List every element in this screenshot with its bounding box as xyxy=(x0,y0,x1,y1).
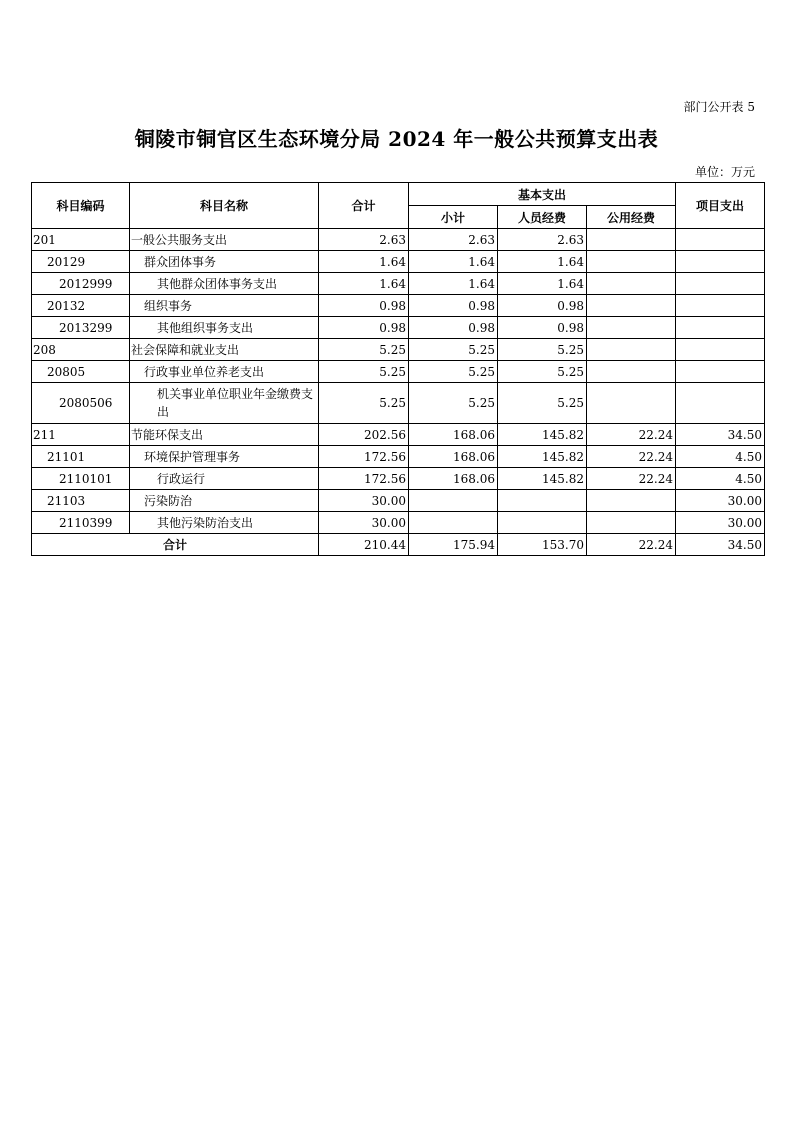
row-code: 21103 xyxy=(32,490,130,512)
table-row xyxy=(32,424,765,446)
row-total: 1.64 xyxy=(319,273,409,295)
row-name: 污染防治 xyxy=(130,490,319,512)
row-project xyxy=(676,361,765,383)
row-total: 0.98 xyxy=(319,317,409,339)
row-personnel: 0.98 xyxy=(498,317,587,339)
row-code: 20132 xyxy=(32,295,130,317)
row-public xyxy=(587,490,676,512)
row-code: 20129 xyxy=(32,251,130,273)
row-project xyxy=(676,273,765,295)
header-row-1 xyxy=(32,183,765,206)
row-name: 一般公共服务支出 xyxy=(130,229,319,251)
row-personnel: 5.25 xyxy=(498,361,587,383)
row-project: 30.00 xyxy=(676,512,765,534)
table-row xyxy=(32,383,765,424)
row-public xyxy=(587,251,676,273)
row-name: 其他群众团体事务支出 xyxy=(130,273,319,295)
row-personnel: 145.82 xyxy=(498,446,587,468)
row-personnel xyxy=(498,512,587,534)
row-name: 组织事务 xyxy=(130,295,319,317)
row-public: 22.24 xyxy=(587,424,676,446)
row-name: 其他污染防治支出 xyxy=(130,512,319,534)
row-subtotal: 168.06 xyxy=(409,468,498,490)
row-name: 群众团体事务 xyxy=(130,251,319,273)
row-public: 22.24 xyxy=(587,446,676,468)
total-label: 合计 xyxy=(32,534,319,556)
total-public: 22.24 xyxy=(587,534,676,556)
row-personnel: 1.64 xyxy=(498,251,587,273)
row-name: 社会保障和就业支出 xyxy=(130,339,319,361)
header-basic: 基本支出 xyxy=(409,183,676,206)
row-total: 172.56 xyxy=(319,446,409,468)
row-project xyxy=(676,251,765,273)
row-code: 21101 xyxy=(32,446,130,468)
table-row xyxy=(32,295,765,317)
row-project xyxy=(676,383,765,424)
row-public xyxy=(587,273,676,295)
row-total: 202.56 xyxy=(319,424,409,446)
row-code: 201 xyxy=(32,229,130,251)
unit-label: 单位：万元 xyxy=(694,165,755,179)
budget-table xyxy=(31,182,765,556)
row-total: 0.98 xyxy=(319,295,409,317)
row-subtotal: 5.25 xyxy=(409,361,498,383)
row-project xyxy=(676,229,765,251)
header-public: 公用经费 xyxy=(587,206,676,229)
table-row xyxy=(32,339,765,361)
row-total: 5.25 xyxy=(319,383,409,424)
row-subtotal xyxy=(409,512,498,534)
row-total: 1.64 xyxy=(319,251,409,273)
row-name: 环境保护管理事务 xyxy=(130,446,319,468)
table-row xyxy=(32,361,765,383)
row-total: 5.25 xyxy=(319,339,409,361)
row-code: 20805 xyxy=(32,361,130,383)
row-name: 机关事业单位职业年金缴费支出 xyxy=(130,383,319,424)
row-subtotal: 1.64 xyxy=(409,273,498,295)
row-subtotal: 2.63 xyxy=(409,229,498,251)
header-total: 合计 xyxy=(319,183,409,229)
row-personnel: 5.25 xyxy=(498,383,587,424)
row-subtotal: 0.98 xyxy=(409,317,498,339)
row-project xyxy=(676,317,765,339)
row-code: 2012999 xyxy=(32,273,130,295)
row-public xyxy=(587,317,676,339)
row-project: 4.50 xyxy=(676,468,765,490)
row-public xyxy=(587,361,676,383)
row-code: 2110399 xyxy=(32,512,130,534)
row-total: 30.00 xyxy=(319,490,409,512)
row-public: 22.24 xyxy=(587,468,676,490)
row-subtotal: 168.06 xyxy=(409,446,498,468)
row-personnel: 145.82 xyxy=(498,424,587,446)
header-personnel: 人员经费 xyxy=(498,206,587,229)
row-public xyxy=(587,295,676,317)
row-subtotal: 5.25 xyxy=(409,339,498,361)
row-name: 行政运行 xyxy=(130,468,319,490)
row-code: 2110101 xyxy=(32,468,130,490)
row-public xyxy=(587,383,676,424)
table-row xyxy=(32,317,765,339)
row-personnel: 0.98 xyxy=(498,295,587,317)
document-title: 铜陵市铜官区生态环境分局 2024 年一般公共预算支出表 xyxy=(134,127,659,151)
row-code: 2080506 xyxy=(32,383,130,424)
total-project: 34.50 xyxy=(676,534,765,556)
row-subtotal: 1.64 xyxy=(409,251,498,273)
row-total: 5.25 xyxy=(319,361,409,383)
row-code: 211 xyxy=(32,424,130,446)
total-personnel: 153.70 xyxy=(498,534,587,556)
header-subtotal: 小计 xyxy=(409,206,498,229)
row-total: 30.00 xyxy=(319,512,409,534)
row-project xyxy=(676,295,765,317)
total-row xyxy=(32,534,765,556)
row-total: 2.63 xyxy=(319,229,409,251)
row-subtotal: 5.25 xyxy=(409,383,498,424)
row-name: 行政事业单位养老支出 xyxy=(130,361,319,383)
row-name: 节能环保支出 xyxy=(130,424,319,446)
table-row xyxy=(32,251,765,273)
row-personnel: 2.63 xyxy=(498,229,587,251)
row-subtotal xyxy=(409,490,498,512)
table-number: 部门公开表 5 xyxy=(683,100,755,114)
row-code: 208 xyxy=(32,339,130,361)
row-personnel: 5.25 xyxy=(498,339,587,361)
total-total: 210.44 xyxy=(319,534,409,556)
row-personnel: 1.64 xyxy=(498,273,587,295)
row-public xyxy=(587,229,676,251)
row-project: 34.50 xyxy=(676,424,765,446)
row-code: 2013299 xyxy=(32,317,130,339)
row-personnel: 145.82 xyxy=(498,468,587,490)
row-project xyxy=(676,339,765,361)
header-project: 项目支出 xyxy=(676,183,765,229)
table-row xyxy=(32,512,765,534)
row-project: 4.50 xyxy=(676,446,765,468)
header-name: 科目名称 xyxy=(130,183,319,229)
row-subtotal: 0.98 xyxy=(409,295,498,317)
header-code: 科目编码 xyxy=(32,183,130,229)
table-row xyxy=(32,229,765,251)
table-row xyxy=(32,273,765,295)
total-subtotal: 175.94 xyxy=(409,534,498,556)
table-row xyxy=(32,468,765,490)
row-public xyxy=(587,512,676,534)
row-name: 其他组织事务支出 xyxy=(130,317,319,339)
row-personnel xyxy=(498,490,587,512)
row-total: 172.56 xyxy=(319,468,409,490)
row-subtotal: 168.06 xyxy=(409,424,498,446)
row-project: 30.00 xyxy=(676,490,765,512)
table-row xyxy=(32,490,765,512)
table-row xyxy=(32,446,765,468)
row-public xyxy=(587,339,676,361)
